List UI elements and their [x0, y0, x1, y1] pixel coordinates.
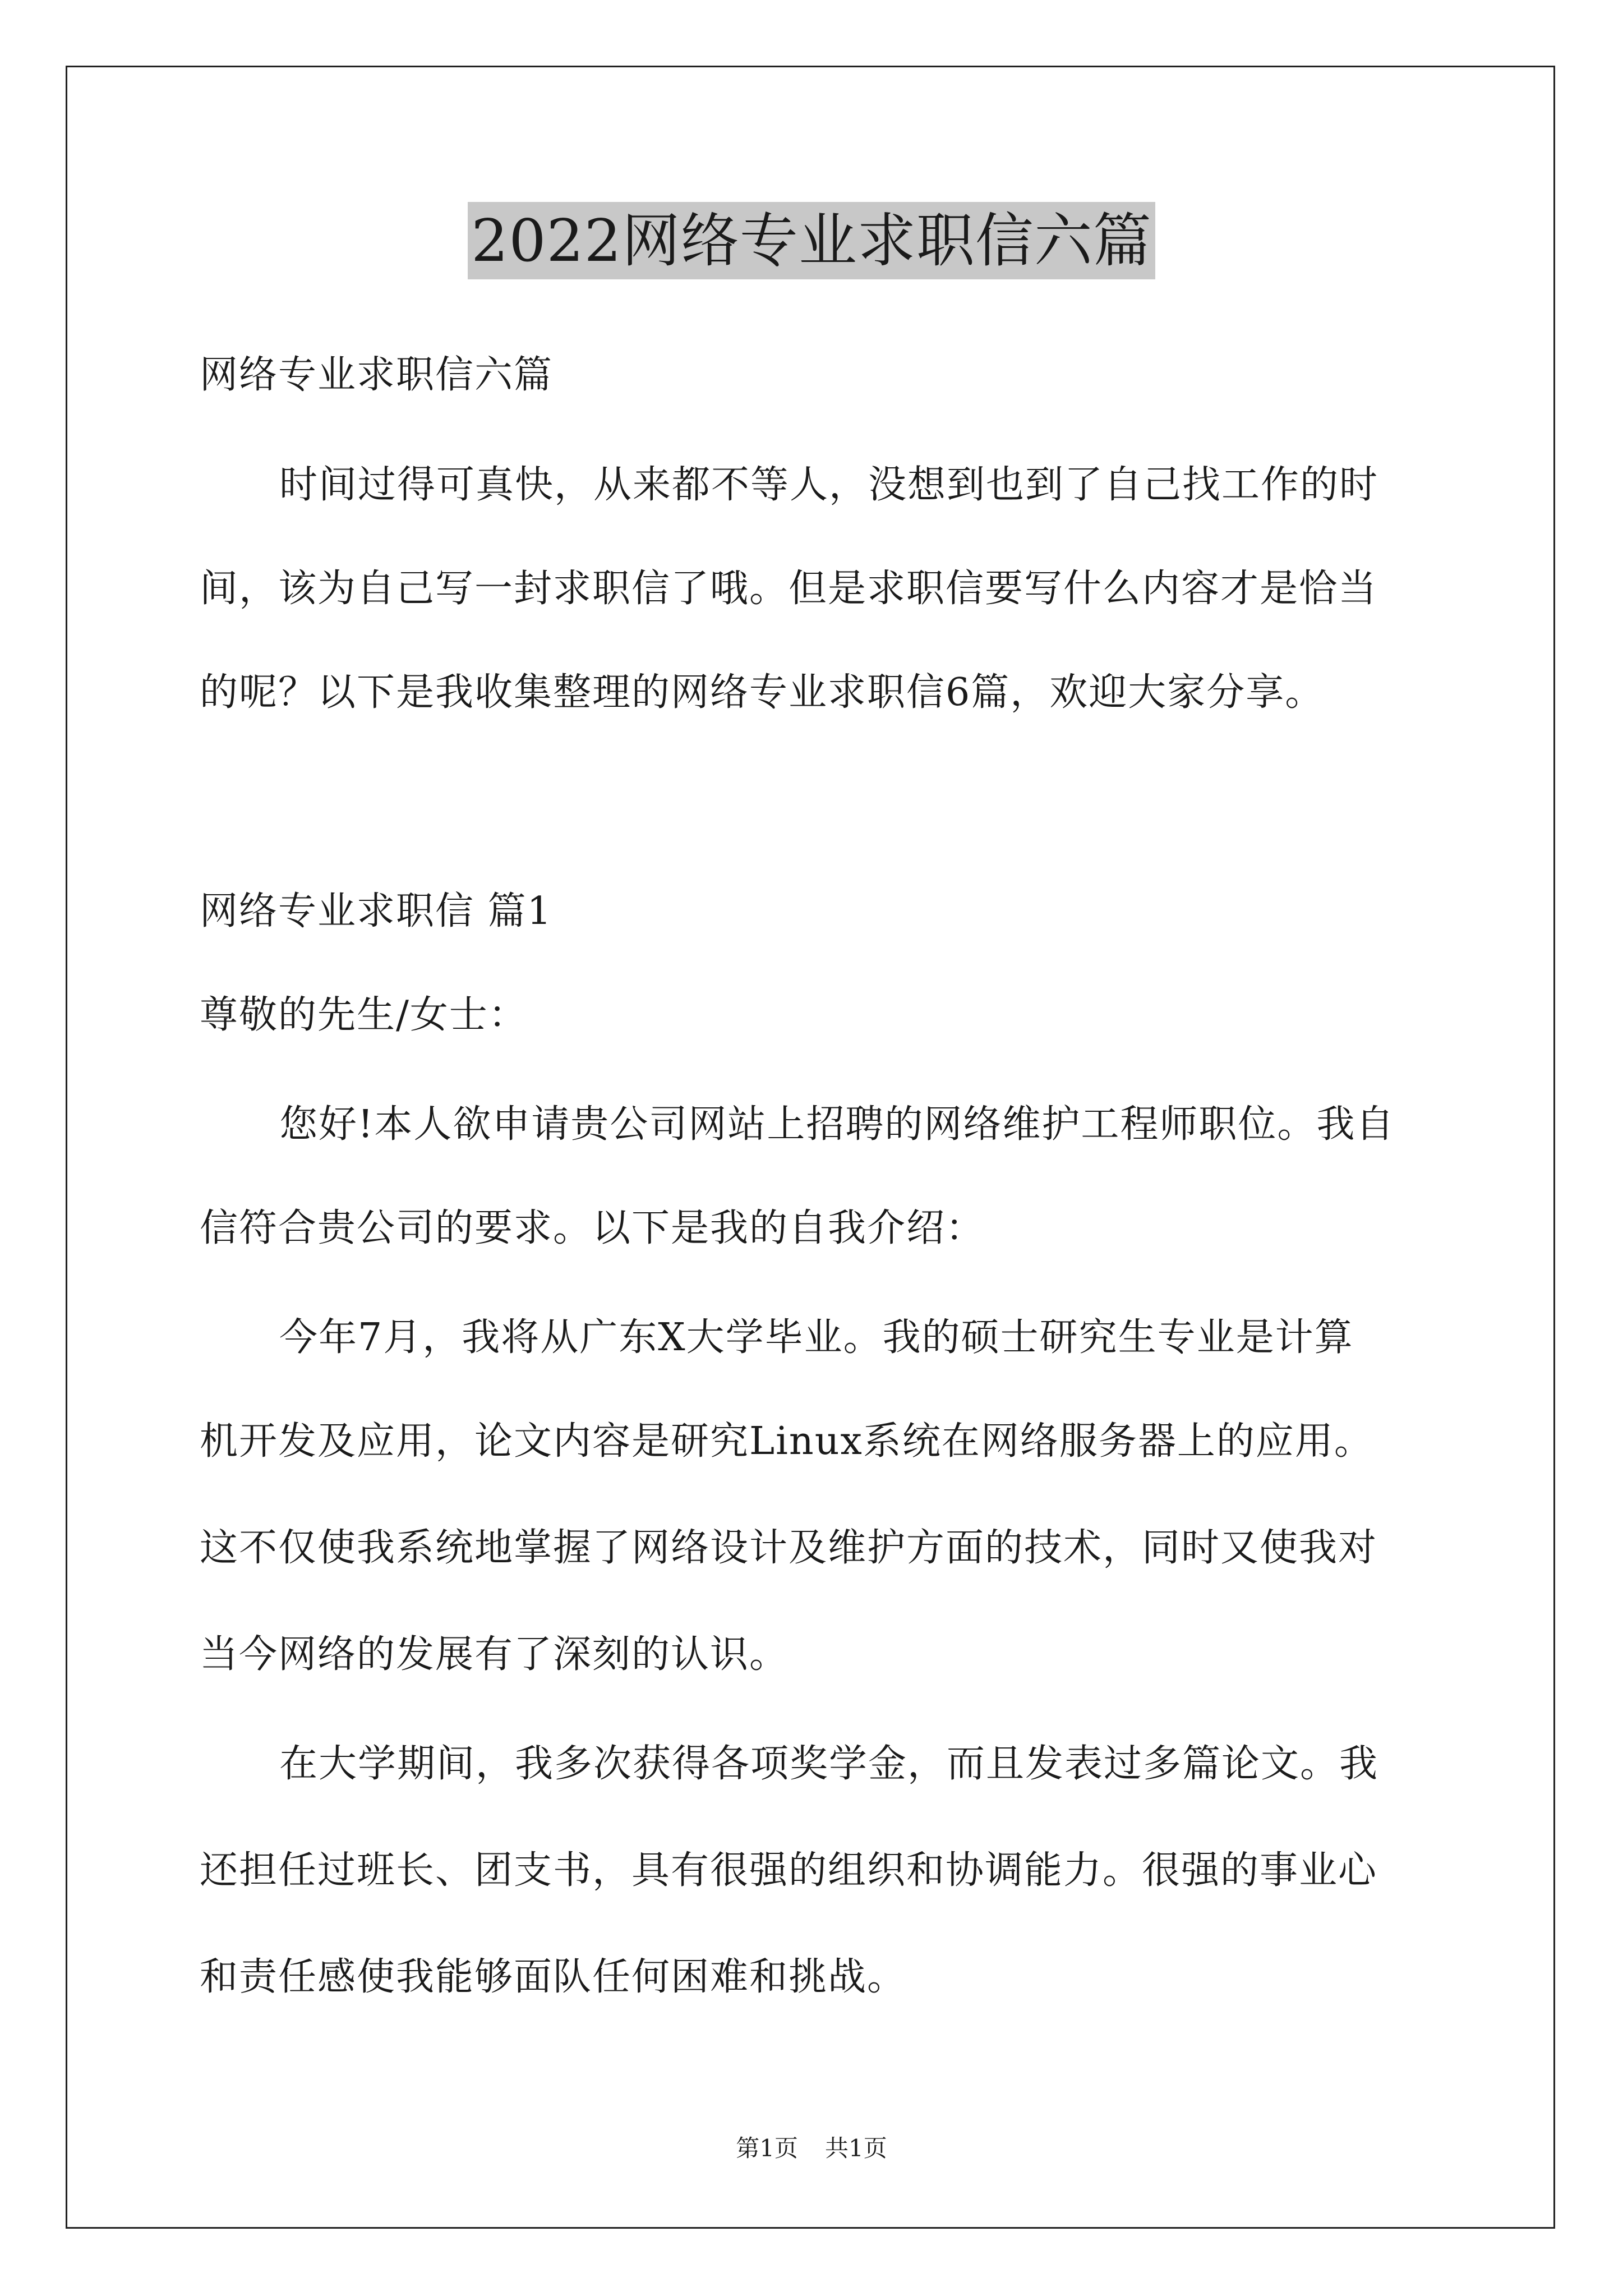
body-line-2: 信符合贵公司的要求。以下是我的自我介绍： — [200, 1206, 985, 1250]
salutation: 尊敬的先生/女士： — [200, 993, 528, 1037]
page-number: 第1页 — [736, 2134, 798, 2162]
body-line-4: 机开发及应用，论文内容是研究Linux系统在网络服务器上的应用。 — [200, 1419, 1373, 1464]
page-total: 共1页 — [825, 2134, 887, 2162]
page-footer — [0, 2133, 1623, 2164]
body-line-6: 当今网络的发展有了深刻的认识。 — [200, 1632, 789, 1677]
intro-line-3: 的呢？以下是我收集整理的网络专业求职信6篇，欢迎大家分享。 — [200, 670, 1325, 715]
document-subtitle: 网络专业求职信六篇 — [200, 353, 554, 397]
intro-line-2: 间，该为自己写一封求职信了哦。但是求职信要写什么内容才是恰当 — [200, 567, 1378, 611]
body-line-1: 您好!本人欲申请贵公司网站上招聘的网络维护工程师职位。我自 — [279, 1102, 1395, 1147]
section-heading: 网络专业求职信 篇1 — [200, 889, 552, 933]
intro-line-1: 时间过得可真快，从来都不等人，没想到也到了自己找工作的时 — [279, 463, 1379, 507]
title-container — [0, 202, 1623, 279]
document-title: 2022网络专业求职信六篇 — [468, 202, 1155, 279]
body-line-9: 和责任感使我能够面队任何困难和挑战。 — [200, 1955, 907, 1999]
body-line-8: 还担任过班长、团支书，具有很强的组织和协调能力。很强的事业心 — [200, 1848, 1378, 1893]
body-line-7: 在大学期间，我多次获得各项奖学金，而且发表过多篇论文。我 — [279, 1742, 1379, 1786]
body-line-3: 今年7月，我将从广东X大学毕业。我的硕士研究生专业是计算 — [279, 1315, 1354, 1360]
body-line-5: 这不仅使我系统地掌握了网络设计及维护方面的技术，同时又使我对 — [200, 1526, 1378, 1570]
